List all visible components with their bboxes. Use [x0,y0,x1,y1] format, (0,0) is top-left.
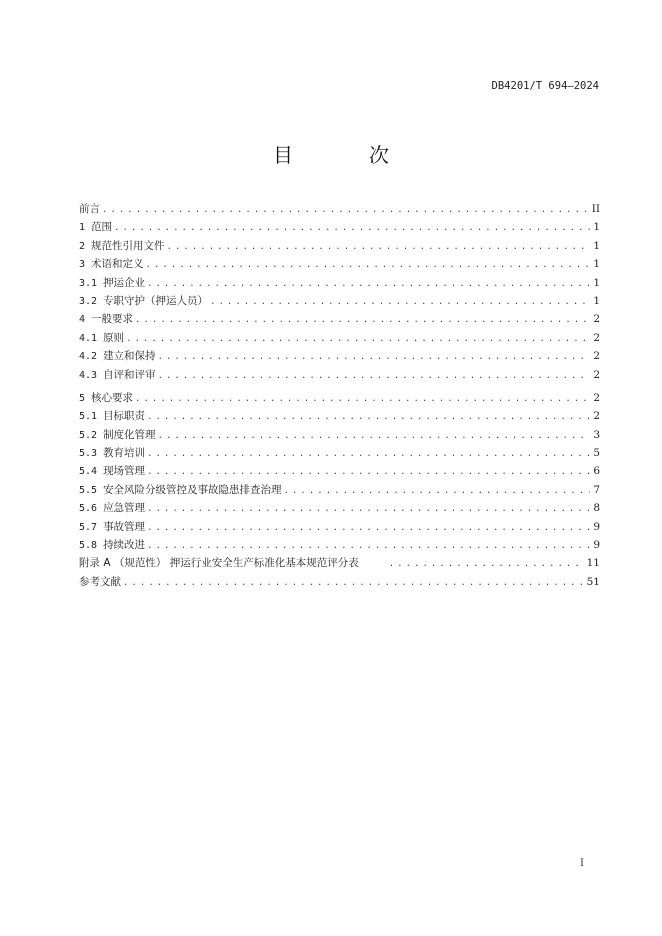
toc-dot-leader [147,463,590,481]
toc-entry-5-1[interactable] [79,407,600,425]
toc-entry-5-5[interactable] [79,481,600,499]
toc-dot-leader [147,500,590,518]
toc-entry-label: 4.2 建立和保持 [79,350,156,363]
toc-entry-page: 9 [593,539,600,552]
toc-entry-label: 5.1 目标职责 [79,410,146,423]
toc-entry-label: 5.2 制度化管理 [79,428,156,441]
toc-entry-page: 2 [593,313,600,326]
toc-entry-label: 前言 [79,203,100,215]
toc-entry-label: 附录 A （规范性） 押运行业安全生产标准化基本规范评分表 [79,557,359,570]
toc-dot-leader [147,275,590,293]
toc-entry-page: 1 [593,239,600,252]
toc-entry-4[interactable] [79,310,600,328]
toc-dot-leader [167,238,591,256]
toc-dot-leader [147,408,590,426]
toc-entry-1[interactable] [79,218,600,236]
toc-dot-leader [146,256,591,274]
toc-entry-page: 2 [593,350,600,363]
toc-entry-5-6[interactable] [79,499,600,517]
toc-entry-page: 2 [593,391,600,404]
toc-entry-page: 2 [593,331,600,344]
toc-entry-label: 5 核心要求 [79,391,134,404]
toc-dot-leader [102,201,589,219]
toc-entry-2[interactable] [79,237,600,255]
toc-entry-label: 4.3 自评和评审 [79,368,156,381]
toc-entry-label: 参考文献 [79,575,121,588]
toc-dot-leader [135,311,590,329]
toc-entry-4-3[interactable] [79,366,600,384]
toc-dot-leader [158,367,591,385]
toc-entry-label: 4.1 原则 [79,331,125,344]
toc-dot-leader [389,555,584,573]
toc-entry-page: 1 [593,221,600,234]
toc-entry-5-3[interactable] [79,444,600,462]
toc-entry-4-2[interactable] [79,347,600,365]
toc-dot-leader [147,519,590,537]
toc-entry-page: 2 [593,410,600,423]
toc-entry-page: 7 [593,483,600,496]
toc-entry-label: 5.7 事故管理 [79,520,146,533]
toc-entry-page: 51 [586,575,600,588]
toc-entry-appendix-a[interactable] [79,554,600,572]
toc-entry-page: 1 [593,276,600,289]
toc-entry-page: 1 [593,294,600,307]
toc-entry-label: 3 术语和定义 [79,258,144,271]
toc-entry-3[interactable] [79,255,600,273]
document-code: DB4201/T 694—2024 [491,80,599,92]
toc-entry-label: 5.4 现场管理 [79,465,146,478]
toc-dot-leader [135,390,590,408]
toc-entry-5-4[interactable] [79,462,600,480]
toc-entry-label: 3.2 专职守护（押运人员） [79,294,209,307]
toc-entry-label: 5.5 安全风险分级管控及事故隐患排查治理 [79,483,282,496]
toc-entry-label: 3.1 押运企业 [79,276,146,289]
toc-dot-leader [284,482,591,500]
toc-entry-label: 4 一般要求 [79,313,134,326]
toc-entry-bibliography[interactable] [79,573,600,591]
toc-entry-page: II [591,203,600,215]
toc-entry-page: 3 [593,428,600,441]
toc-entry-5-7[interactable] [79,518,600,536]
toc-dot-leader [147,537,590,555]
toc-dot-leader [114,219,590,237]
toc-entry-5-2[interactable] [79,426,600,444]
toc-dot-leader [147,445,590,463]
toc-entry-label: 5.6 应急管理 [79,502,146,515]
toc-entry-foreword[interactable] [79,200,600,218]
toc-entry-label: 1 范围 [79,221,113,234]
toc-entry-5-8[interactable] [79,536,600,554]
toc-entry-page: 2 [593,368,600,381]
page-number: I [580,858,584,869]
toc-entry-page: 8 [593,502,600,515]
toc-entry-3-1[interactable] [79,274,600,292]
toc-entry-page: 6 [593,465,600,478]
toc-entry-page: 9 [593,520,600,533]
table-of-contents [79,200,600,591]
toc-entry-label: 5.3 教育培训 [79,447,146,460]
toc-entry-page: 1 [593,258,600,271]
toc-dot-leader [126,330,590,348]
toc-entry-page: 5 [593,447,600,460]
toc-entry-page: 11 [586,557,600,570]
toc-entry-3-2[interactable] [79,292,600,310]
toc-dot-leader [210,293,590,311]
toc-entry-label: 5.8 持续改进 [79,539,146,552]
toc-entry-label: 2 规范性引用文件 [79,239,165,252]
toc-entry-4-1[interactable] [79,329,600,347]
toc-dot-leader [158,427,591,445]
toc-dot-leader [123,574,584,592]
toc-title: 目 次 [273,143,417,167]
toc-entry-5[interactable] [79,389,600,407]
toc-dot-leader [158,348,591,366]
